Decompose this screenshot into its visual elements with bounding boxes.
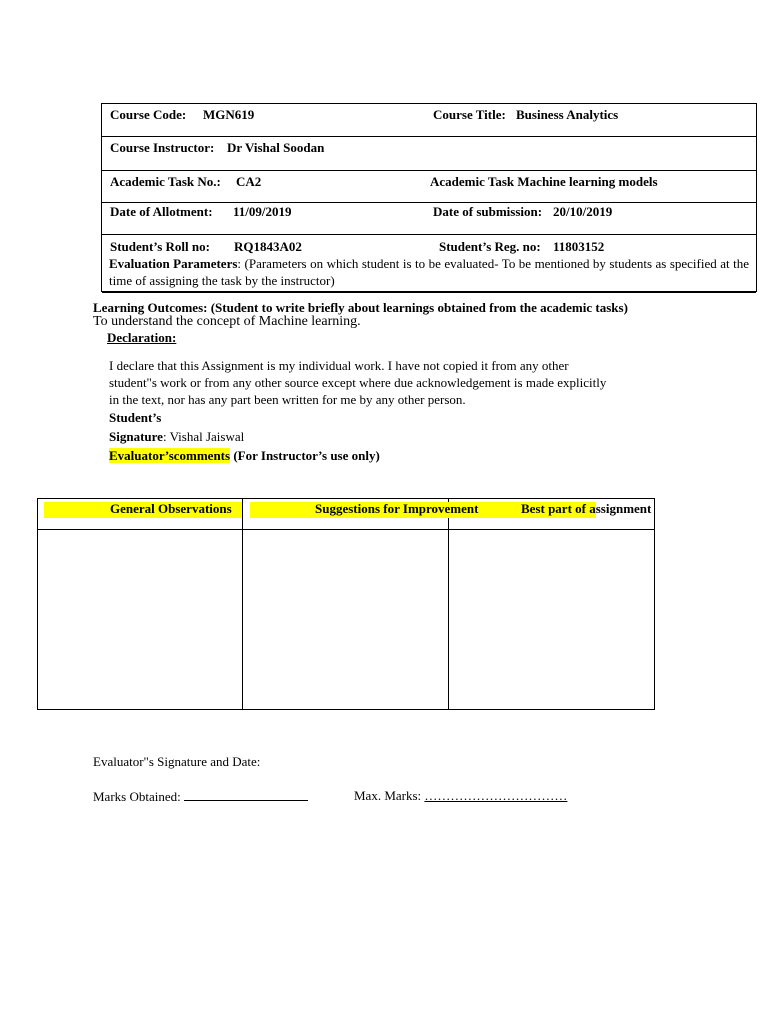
- learning-outcomes-heading: Learning Outcomes: (Student to write briefly about learnings obtained from the academic tasks): [93, 300, 628, 315]
- max-marks: [354, 788, 567, 804]
- learning-outcomes-text: To understand the concept of Machine learning.: [93, 314, 361, 329]
- task-title: Academic Task Machine learning models: [430, 174, 658, 189]
- max-marks-label: Max. Marks:: [354, 788, 422, 803]
- grid-divider-2: [448, 499, 449, 709]
- grid-header-divider: [38, 529, 654, 530]
- roll-label: Student’s Roll no:: [110, 239, 210, 254]
- max-marks-dots: ……………………………: [424, 788, 568, 803]
- declaration-line-2: student"s work or from any other source except where due acknowledgement is made explicitly: [109, 375, 607, 390]
- course-info-table: [101, 103, 757, 292]
- col-best-part: Best part of assignment: [521, 501, 652, 516]
- allotment-date: 11/09/2019: [233, 204, 292, 219]
- signature-value: : Vishal Jaiswal: [162, 429, 245, 444]
- reg-value: 11803152: [553, 239, 605, 254]
- evaluator-comments: [109, 448, 380, 464]
- course-title-label: Course Title:: [433, 107, 506, 122]
- task-no-value: CA2: [236, 174, 262, 189]
- marks-obtained: [93, 788, 308, 805]
- marks-obtained-blank: [184, 788, 308, 801]
- dates-row: [102, 203, 756, 235]
- students-label: Student’s: [109, 410, 162, 425]
- col-general-observations: General Observations: [110, 501, 232, 516]
- instructor-row: [102, 137, 756, 171]
- col-suggestions: Suggestions for Improvement: [315, 501, 479, 516]
- grid-divider-1: [242, 499, 243, 709]
- evaluation-parameters-label: Evaluation Parameters: [109, 256, 238, 271]
- course-code-label: Course Code:: [110, 107, 187, 122]
- course-row: [102, 104, 756, 137]
- reg-label: Student’s Reg. no:: [439, 239, 541, 254]
- declaration-line-1: I declare that this Assignment is my individual work. I have not copied it from any other: [109, 358, 569, 373]
- instructor-label: Course Instructor:: [110, 140, 215, 155]
- course-code-value: MGN619: [203, 107, 255, 122]
- course-title-value: Business Analytics: [516, 107, 619, 122]
- task-row: [102, 171, 756, 203]
- roll-value: RQ1843A02: [234, 239, 302, 254]
- evaluation-parameters: [109, 255, 749, 289]
- signature-line: [109, 429, 244, 445]
- declaration-line-3: in the text, nor has any part been written for me by any other person.: [109, 392, 466, 407]
- evaluator-comments-grid: [37, 498, 655, 710]
- submission-date: 20/10/2019: [553, 204, 613, 219]
- task-no-label: Academic Task No.:: [110, 174, 221, 189]
- instructor-value: Dr Vishal Soodan: [227, 140, 325, 155]
- evaluation-parameters-text: : (Parameters on which student is to be evaluated- To be mentioned by students as specified at the time of assigning the task by the instructor): [109, 256, 750, 288]
- marks-obtained-label: Marks Obtained:: [93, 789, 181, 804]
- evaluator-comments-label: Evaluator’scomments: [109, 448, 231, 463]
- signature-label: Signature: [109, 429, 163, 444]
- declaration-heading: Declaration:: [107, 330, 177, 345]
- evaluator-comments-note: (For Instructor’s use only): [233, 448, 380, 463]
- evaluator-signature-date: Evaluator"s Signature and Date:: [93, 754, 261, 769]
- submission-label: Date of submission:: [433, 204, 543, 219]
- allotment-label: Date of Allotment:: [110, 204, 213, 219]
